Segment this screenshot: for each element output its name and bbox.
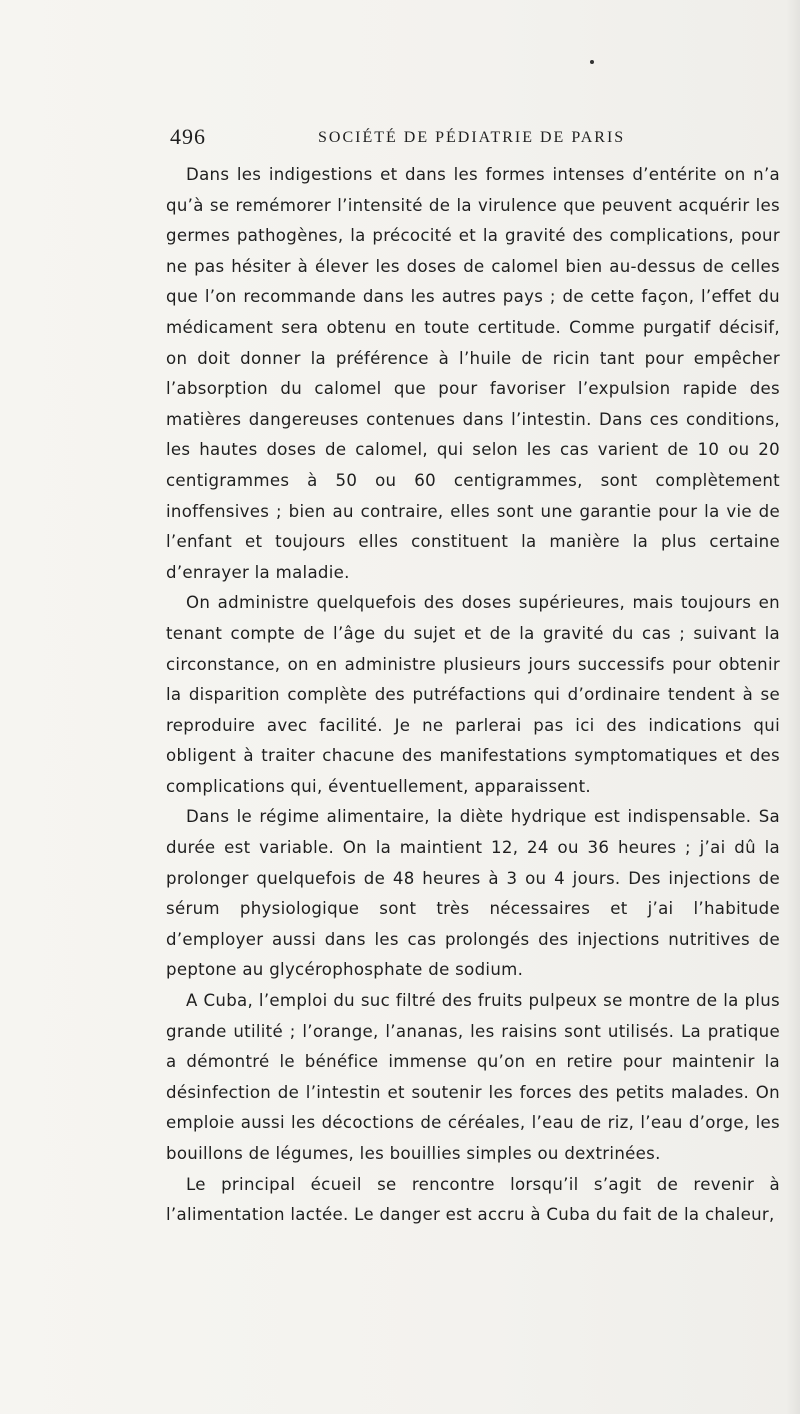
page-number: 496 [170, 124, 206, 149]
speck-mark [590, 60, 594, 64]
page-header [170, 124, 780, 154]
paragraph: Le principal écueil se rencontre lorsqu’il s’agit de revenir à l’alimentation lactée. Le danger est accru à Cuba du fait de la chaleur, [166, 1174, 780, 1225]
paragraph: Dans les indigestions et dans les formes intenses d’entérite on n’a qu’à se remémorer l’intensité de la virulence que peuvent acquérir les germes pathogènes, la précocité et la gravité des complications, pour ne pas hésiter à élever les doses de calomel bien au-dessus de celles que l’on recommande dans les autres pays ; de cette façon, l’effet du médicament sera obtenu en toute certitude. Comme purgatif décisif, on doit donner la préférence à l’huile de ricin tant pour empêcher l’absorption du calomel que pour favoriser l’expulsion rapide des matières dangereuses contenues dans l’intestin. Dans ces conditions, les hautes doses de calomel, qui selon les cas varient de 10 ou 20 centigrammes à 50 ou 60 centigrammes, sont complètement inoffensives ; bien au contraire, elles sont une garantie pour la vie de l’enfant et toujours elles constituent la manière la plus certaine d’enrayer la maladie. [166, 165, 780, 582]
paragraph: On administre quelquefois des doses supérieures, mais toujours en tenant compte de l’âge du sujet et de la gravité du cas ; suivant la circonstance, on en administre plusieurs jours successifs pour obtenir la disparition complète des putréfactions qui d’ordinaire tendent à se reproduire avec facilité. Je ne parlerai pas ici des indications qui obligent à traiter chacune des manifestations symptomatiques et des complications qui, éventuellement, apparaissent. [166, 593, 780, 796]
paragraph: A Cuba, l’emploi du suc filtré des fruits pulpeux se montre de la plus grande utilité ; l’orange, l’ananas, les raisins sont utilisés. La pratique a démontré le bénéfice immense qu’on en retire pour maintenir la désinfection de l’intestin et soutenir les forces des petits malades. On emploie aussi les décoctions de céréales, l’eau de riz, l’eau d’orge, les bouillons de légumes, les bouillies simples ou dextrinées. [166, 991, 780, 1163]
running-title: SOCIÉTÉ DE PÉDIATRIE DE PARIS [318, 129, 626, 146]
body-text [166, 160, 780, 1231]
paragraph: Dans le régime alimentaire, la diète hydrique est indispensable. Sa durée est variable. On la maintient 12, 24 ou 36 heures ; j’ai dû la prolonger quelquefois de 48 heures à 3 ou 4 jours. Des injections de sérum physiologique sont très nécessaires et j’ai l’habitude d’employer aussi dans les cas prolongés des injections nutritives de peptone au glycérophosphate de sodium. [166, 807, 780, 980]
page-edge-shadow [786, 0, 800, 1414]
